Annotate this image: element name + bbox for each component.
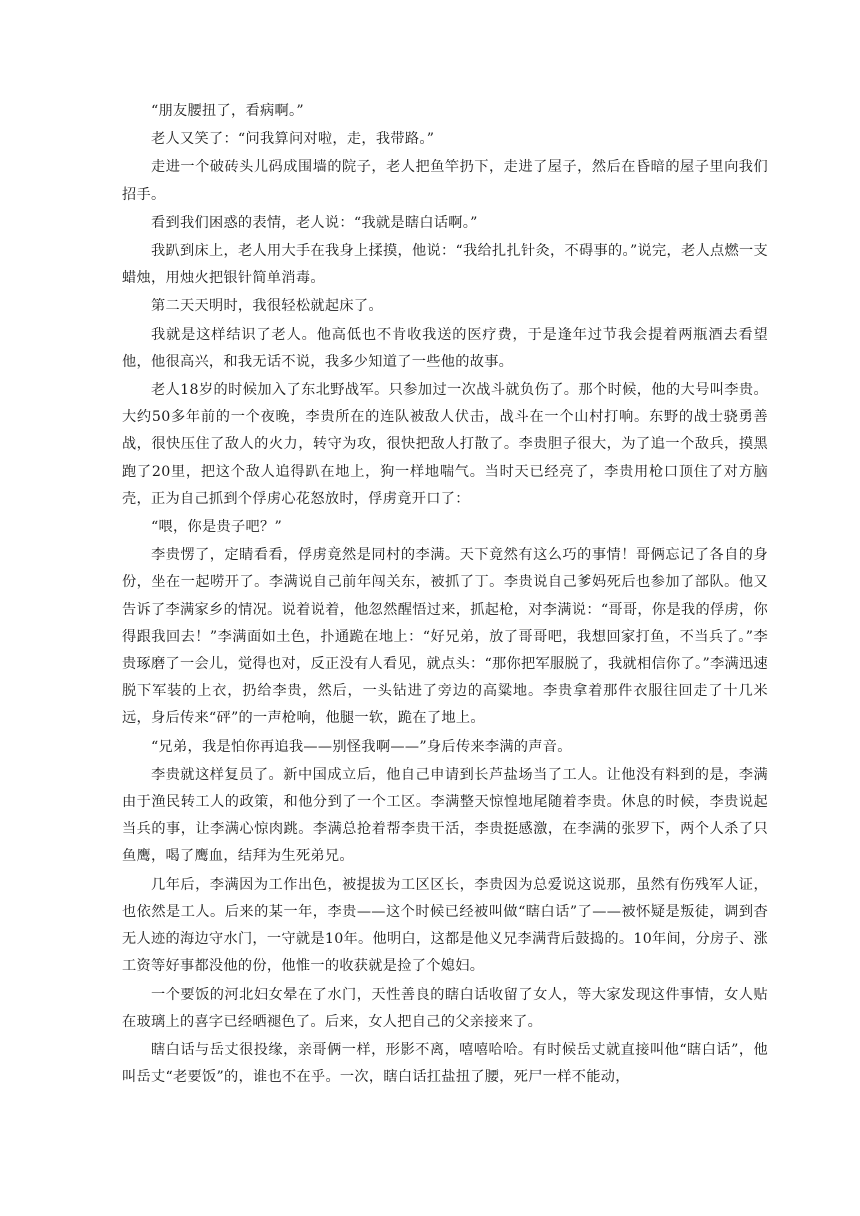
paragraph: 瞎白话与岳丈很投缘，亲哥俩一样，形影不离，嘻嘻哈哈。有时候岳丈就直接叫他“瞎白话”，他叫岳丈“老要饭”的，谁也不在乎。一次，瞎白话扛盐扭了腰，死尸一样不能动， bbox=[122, 1041, 768, 1086]
paragraph: 几年后，李满因为工作出色，被提拔为工区区长，李贵因为总爱说这说那，虽然有伤残军人证，也依然是工人。后来的某一年，李贵——这个时候已经被叫做“瞎白话”了——被怀疑是叛徒，调到杳无人迹的海边守水门，一守就是10年。他明白，这都是他义兄李满背后鼓捣的。10年间，分房子、涨工资等好事都没他的份，他惟一的收获就是捡了个媳妇。 bbox=[122, 876, 768, 975]
paragraph: 一个要饭的河北妇女晕在了水门，天性善良的瞎白话收留了女人，等大家发现这件事情，女人贴在玻璃上的喜字已经晒褪色了。后来，女人把自己的父亲接来了。 bbox=[122, 986, 768, 1030]
paragraph: 李贵愣了，定睛看看，俘虏竟然是同村的李满。天下竟然有这么巧的事情！哥俩忘记了各自的身份，坐在一起唠开了。李满说自己前年闯关东，被抓了丁。李贵说自己爹妈死后也参加了部队。他又告诉了李满家乡的情况。说着说着，他忽然醒悟过来，抓起枪，对李满说：“哥哥，你是我的俘虏，你得跟我回去！”李满面如土色，扑通跪在地上：“好兄弟，放了哥哥吧，我想回家打鱼，不当兵了。”李贵琢磨了一会儿，觉得也对，反正没有人看见，就点头：“那你把军服脱了，我就相信你了。”李满迅速脱下军装的上衣，扔给李贵，然后，一头钻进了旁边的高粱地。李贵拿着那件衣服往回走了十几米远，身后传来“砰”的一声枪响，他腿一软，跪在了地上。 bbox=[122, 547, 768, 727]
paragraph: 看到我们困惑的表情，老人说：“我就是瞎白话啊。” bbox=[151, 214, 478, 231]
story-body bbox=[122, 98, 768, 1091]
paragraph: 走进一个破砖头儿码成围墙的院子，老人把鱼竿扔下，走进了屋子，然后在昏暗的屋子里向我们招手。 bbox=[122, 159, 768, 203]
paragraph: “兄弟，我是怕你再追我——别怪我啊——”身后传来李满的声音。 bbox=[151, 738, 572, 755]
paragraph: 第二天天明时，我很轻松就起床了。 bbox=[151, 298, 383, 315]
paragraph: “朋友腰扭了，看病啊。” bbox=[151, 103, 304, 119]
paragraph: 我就是这样结识了老人。他高低也不肯收我送的医疗费，于是逢年过节我会提着两瓶酒去看望他，他很高兴，和我无话不说，我多少知道了一些他的故事。 bbox=[122, 326, 768, 370]
paragraph: 老人18岁的时候加入了东北野战军。只参加过一次战斗就负伤了。那个时候，他的大号叫李贵。大约50多年前的一个夜晚，李贵所在的连队被敌人伏击，战斗在一个山村打响。东野的战士骁勇善战，很快压住了敌人的火力，转守为攻，很快把敌人打散了。李贵胆子很大，为了追一个敌兵，摸黑跑了20里，把这个敌人追得趴在地上，狗一样地喘气。当时天已经亮了，李贵用枪口顶住了对方脑壳，正为自己抓到个俘虏心花怒放时，俘虏竟开口了： bbox=[122, 382, 768, 507]
paragraph: 老人又笑了：“问我算问对啦，走，我带路。” bbox=[151, 131, 435, 148]
paragraph: “喂，你是贵子吧？” bbox=[151, 519, 283, 536]
paragraph: 李贵就这样复员了。新中国成立后，他自己申请到长芦盐场当了工人。让他没有料到的是，李满由于渔民转工人的政策，和他分到了一个工区。李满整天惊惶地尾随着李贵。休息的时候，李贵说起当兵的事，让李满心惊肉跳。李满总抢着帮李贵干活，李贵挺感激，在李满的张罗下，两个人杀了只鱼鹰，喝了鹰血，结拜为生死弟兄。 bbox=[122, 766, 768, 865]
paragraph: 我趴到床上，老人用大手在我身上揉摸，他说：“我给扎扎针灸，不碍事的。”说完，老人点燃一支蜡烛，用烛火把银针简单消毒。 bbox=[122, 243, 768, 287]
